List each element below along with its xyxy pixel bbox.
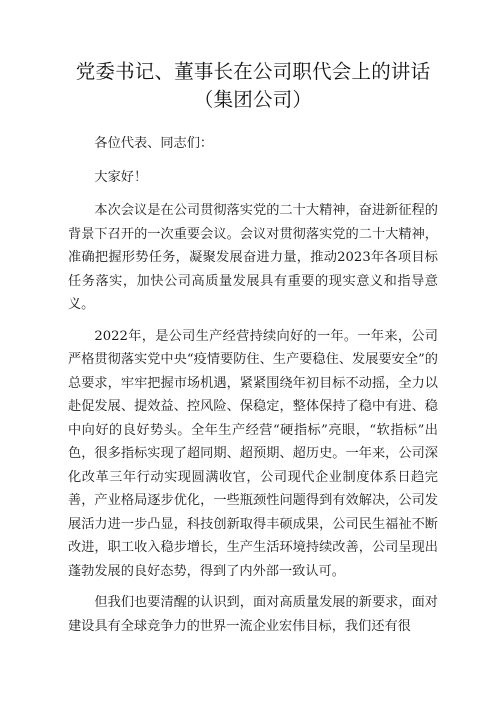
paragraph-2: 2022年，是公司生产经营持续向好的一年。一年来，公司严格贯彻落实党中央“疫情要防住、生产要稳住、发展要安全”的总要求，牢牢把握市场机遇，紧紧围绕年初目标不动摇，全力以赴促发展、提效益、控风险、保稳定，整体保持了稳中有进、稳中向好的良好势头。全年生产经营“硬指标”亮眼，“软指标”出色，很多指标实现了超同期、超预期、超历史。一年来，公司深化改革三年行动实现圆满收官，公司现代企业制度体系日趋完善，产业格局逐步优化，一些瓶颈性问题得到有效解决，公司发展活力进一步凸显，科技创新取得丰硕成果，公司民生福祉不断改进，职工收入稳步增长，生产生活环境持续改善，公司呈现出蓬勃发展的良好态势，得到了内外部一致认可。 [68,328,438,579]
salutation: 各位代表、同志们： [94,136,214,151]
paragraph-1: 本次会议是在公司贯彻落实党的二十大精神，奋进新征程的背景下召开的一次重要会议。会议对贯彻落实党的二十大精神，准确把握形势任务，凝聚发展奋进力量，推动2023年各项目标任务落实，加快公司高质量发展具有重要的现实意义和指导意义。 [68,203,438,312]
greeting: 大家好！ [94,169,148,185]
paragraph-3: 但我们也要清醒的认识到，面对高质量发展的新要求，面对建设具有全球竞争力的世界一流企业宏伟目标，我们还有很 [68,595,438,634]
document-title: 党委书记、董事长在公司职代会上的讲话（集团公司） [75,60,431,111]
